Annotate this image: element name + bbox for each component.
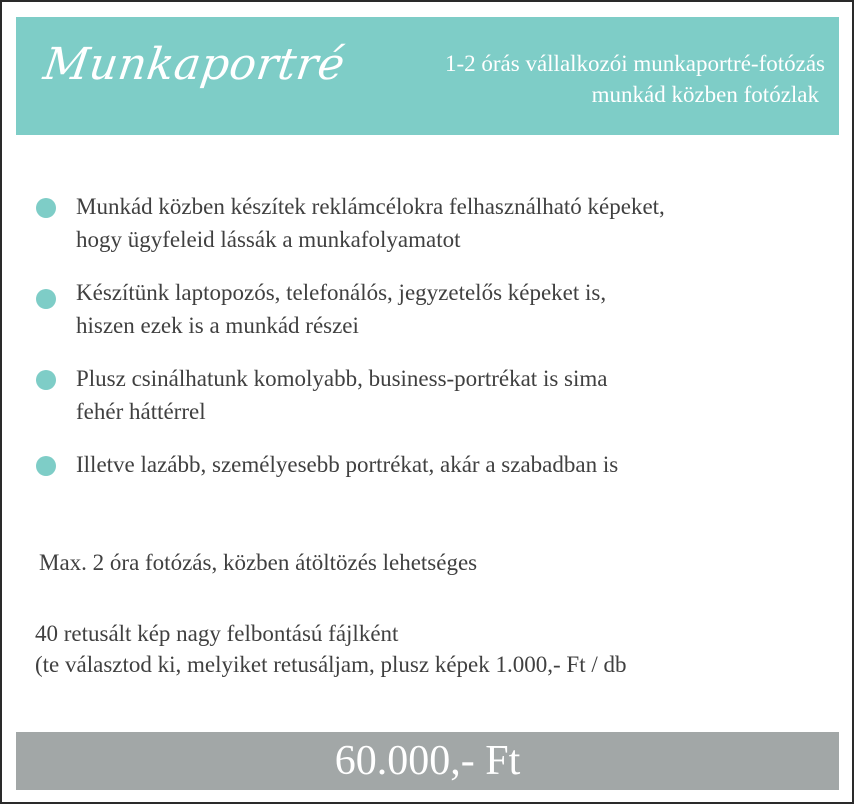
bullet-dot-icon — [36, 289, 56, 309]
images-info-line-2: (te választod ki, melyiket retusáljam, plusz képek 1.000,- Ft / db — [35, 652, 627, 677]
feature-list — [36, 190, 851, 501]
list-item-line: Illetve lazább, személyesebb portrékat, akár a szabadban is — [76, 452, 619, 477]
images-info — [35, 618, 626, 680]
list-item-line: hiszen ezek is a munkád részei — [76, 313, 359, 338]
brand-title: Munkaportré — [40, 39, 349, 90]
subtitle-line-1: 1-2 órás vállalkozói munkaportré-fotózás — [444, 51, 825, 76]
list-item — [36, 362, 851, 428]
list-item-line: Munkád közben készítek reklámcélokra felhasználható képeket, — [76, 194, 665, 219]
bullet-dot-icon — [36, 456, 56, 476]
bullet-dot-icon — [36, 370, 56, 390]
list-item-line: fehér háttérrel — [76, 399, 206, 424]
price-banner — [16, 732, 839, 790]
duration-info: Max. 2 óra fotózás, közben átöltözés lehetséges — [39, 550, 478, 575]
list-item — [36, 276, 851, 342]
bullet-dot-icon — [36, 198, 56, 218]
list-item-text — [76, 362, 851, 428]
images-info-line-1: 40 retusált kép nagy felbontású fájlként — [35, 621, 399, 646]
list-item-line: Plusz csinálhatunk komolyabb, business-portrékat is sima — [76, 366, 608, 391]
header-banner — [16, 17, 839, 135]
list-item-text — [76, 190, 851, 256]
list-item-text — [76, 276, 851, 342]
price-text: 60.000,- Ft — [334, 738, 521, 784]
list-item-line: Készítünk laptopozós, telefonálós, jegyzetelős képeket is, — [76, 280, 607, 305]
header-subtitle — [305, 48, 825, 110]
list-item-text — [76, 448, 851, 481]
subtitle-line-2: munkád közben fotózlak — [591, 82, 819, 107]
list-item — [36, 448, 851, 481]
list-item — [36, 190, 851, 256]
list-item-line: hogy ügyfeleid lássák a munkafolyamatot — [76, 227, 461, 252]
